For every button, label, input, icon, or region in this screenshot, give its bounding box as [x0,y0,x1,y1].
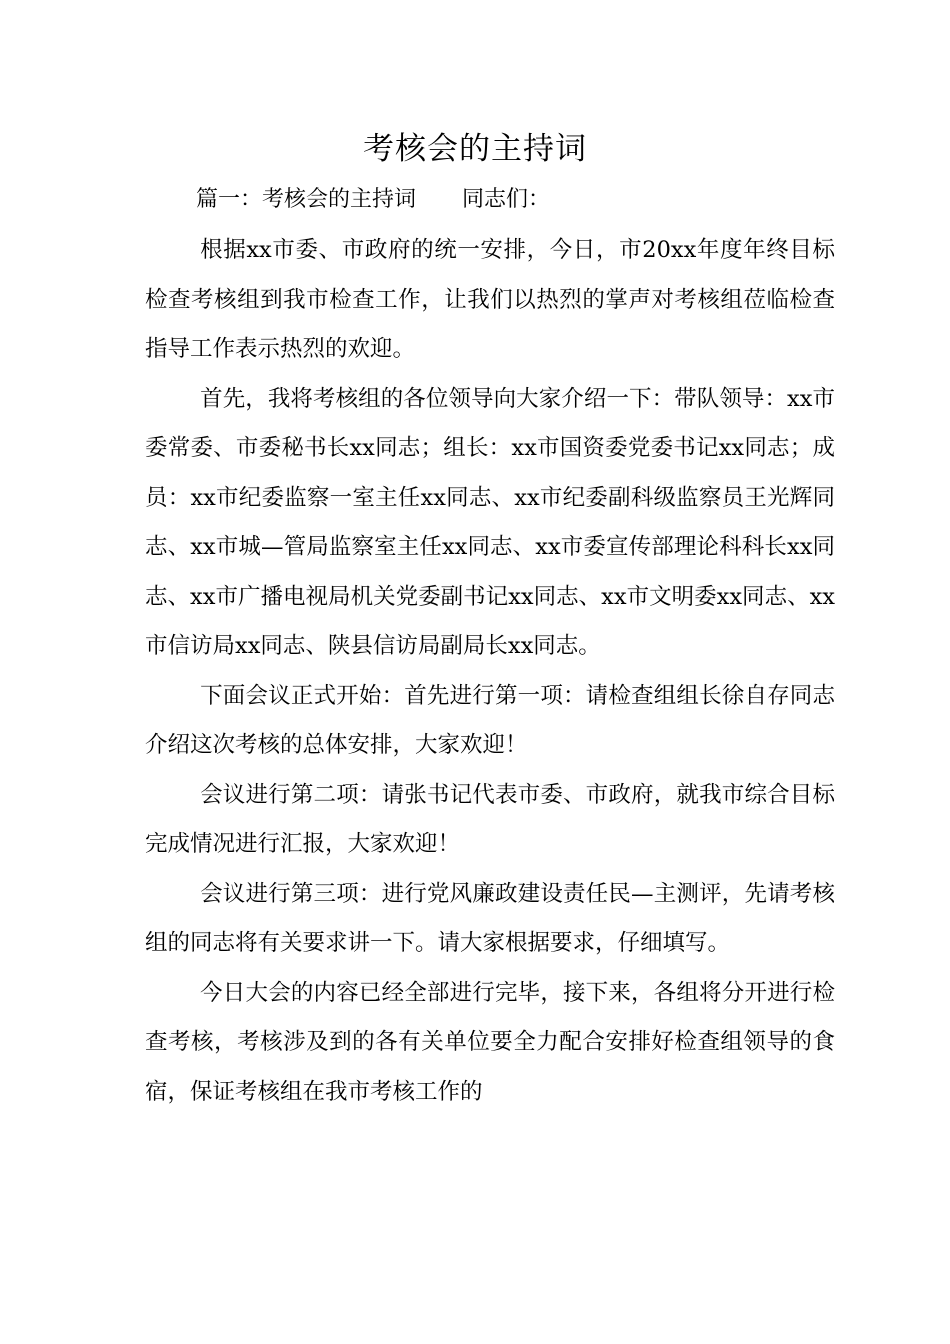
greeting-text: 同志们： [462,187,551,212]
paragraph-closing: 今日大会的内容已经全部进行完毕，接下来，各组将分开进行检查考核，考核涉及到的各有关单位要全力配合安排好检查组领导的食宿，保证考核组在我市考核工作的 [145,979,835,1105]
paragraph-introductions: 首先，我将考核组的各位领导向大家介绍一下：带队领导：xx市委常委、市委秘书长xx同志；组长：xx市国资委党委书记xx同志；成员：xx市纪委监察一室主任xx同志、xx市纪委副科级监察员王光辉同志、xx市城—管局监察室主任xx同志、xx市委宣传部理论科科长xx同志、xx市广播电视局机关党委副书记xx同志、xx市文明委xx同志、xx市信访局xx同志、陕县信访局副局长xx同志。 [145,385,835,659]
paragraph-item-three: 会议进行第三项：进行党风廉政建设责任民—主测评，先请考核组的同志将有关要求讲一下。请大家根据要求，仔细填写。 [145,880,835,956]
document-title: 考核会的主持词 [363,131,587,167]
document-subtitle: 篇一：考核会的主持词 [196,187,417,212]
paragraph-item-one: 下面会议正式开始：首先进行第一项：请检查组组长徐自存同志介绍这次考核的总体安排，大家欢迎！ [145,682,835,758]
paragraph-item-two: 会议进行第二项：请张书记代表市委、市政府，就我市综合目标完成情况进行汇报，大家欢迎！ [145,781,835,857]
paragraph-arrangement: 根据xx市委、市政府的统一安排，今日，市20xx年度年终目标检查考核组到我市检查工作，让我们以热烈的掌声对考核组莅临检查指导工作表示热烈的欢迎。 [145,237,835,362]
subtitle-line [196,178,836,222]
document-body [145,226,835,1117]
